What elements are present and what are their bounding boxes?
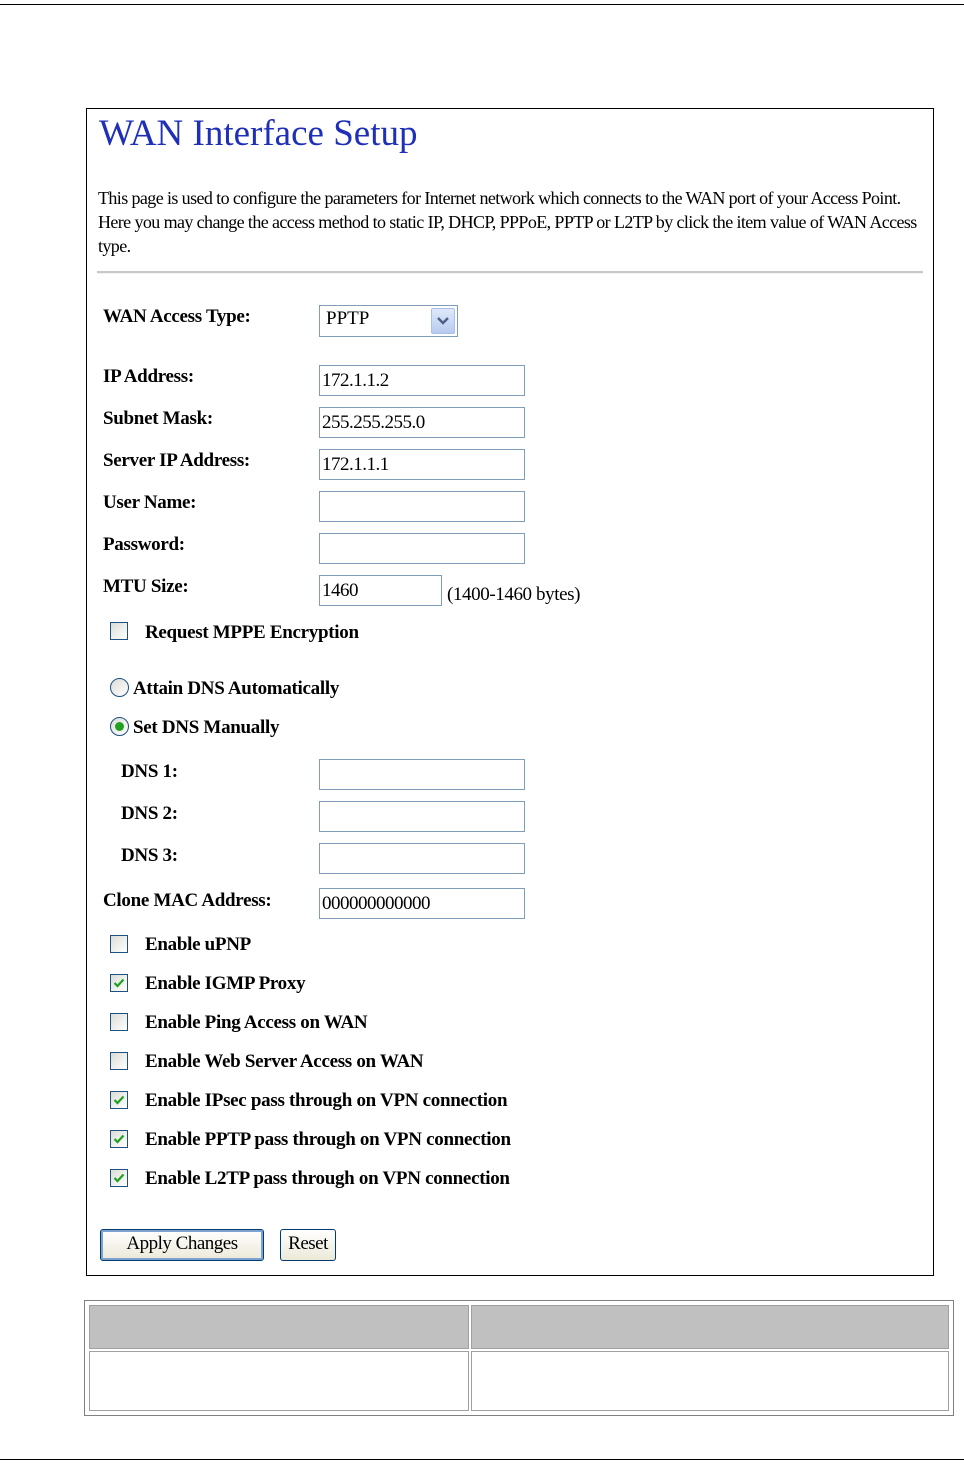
chevron-down-icon[interactable] <box>431 308 455 334</box>
dns-auto-label: Attain DNS Automatically <box>133 678 340 699</box>
check-icon <box>113 1172 125 1184</box>
mppe-checkbox[interactable] <box>110 622 128 640</box>
user-name-input[interactable] <box>319 491 525 522</box>
subnet-mask-label: Subnet Mask: <box>103 408 213 429</box>
wan-access-type-label: WAN Access Type: <box>103 306 251 327</box>
header-rule <box>0 4 964 5</box>
igmp-proxy-label: Enable IGMP Proxy <box>145 973 306 994</box>
table-header-cell <box>89 1305 469 1349</box>
ipsec-passthrough-checkbox[interactable] <box>110 1091 128 1109</box>
reset-button[interactable]: Reset <box>280 1229 336 1261</box>
ip-address-input[interactable]: 172.1.1.2 <box>319 365 525 396</box>
check-icon <box>113 1094 125 1106</box>
l2tp-passthrough-checkbox[interactable] <box>110 1169 128 1187</box>
upnp-checkbox[interactable] <box>110 935 128 953</box>
dns-manual-label: Set DNS Manually <box>133 717 280 738</box>
mtu-size-input[interactable]: 1460 <box>319 575 442 606</box>
page-title: WAN Interface Setup <box>99 113 418 154</box>
user-name-label: User Name: <box>103 492 197 513</box>
check-icon <box>113 1133 125 1145</box>
ping-access-label: Enable Ping Access on WAN <box>145 1012 368 1033</box>
mtu-size-hint: (1400-1460 bytes) <box>447 584 581 605</box>
web-server-access-checkbox[interactable] <box>110 1052 128 1070</box>
dns-auto-radio[interactable] <box>110 678 129 697</box>
server-ip-input[interactable]: 172.1.1.1 <box>319 449 525 480</box>
table-cell <box>471 1351 949 1411</box>
dns-manual-radio[interactable] <box>110 717 129 736</box>
dns3-label: DNS 3: <box>121 845 178 866</box>
pptp-passthrough-checkbox[interactable] <box>110 1130 128 1148</box>
igmp-proxy-checkbox[interactable] <box>110 974 128 992</box>
dns1-label: DNS 1: <box>121 761 178 782</box>
subnet-mask-input[interactable]: 255.255.255.0 <box>319 407 525 438</box>
l2tp-passthrough-label: Enable L2TP pass through on VPN connection <box>145 1168 510 1189</box>
ping-access-checkbox[interactable] <box>110 1013 128 1031</box>
wan-access-type-select[interactable] <box>319 305 458 337</box>
apply-changes-button[interactable]: Apply Changes <box>100 1229 264 1261</box>
table-header-cell <box>471 1305 949 1349</box>
ipsec-passthrough-label: Enable IPsec pass through on VPN connection <box>145 1090 508 1111</box>
dns2-input[interactable] <box>319 801 525 832</box>
table-cell <box>89 1351 469 1411</box>
clone-mac-input[interactable]: 000000000000 <box>319 888 525 919</box>
mtu-size-label: MTU Size: <box>103 576 189 597</box>
dns3-input[interactable] <box>319 843 525 874</box>
wan-access-type-value: PPTP <box>326 308 370 329</box>
ip-address-label: IP Address: <box>103 366 194 387</box>
clone-mac-label: Clone MAC Address: <box>103 890 272 911</box>
radio-selected-dot <box>115 722 124 731</box>
web-server-access-label: Enable Web Server Access on WAN <box>145 1051 424 1072</box>
divider <box>97 271 923 274</box>
server-ip-label: Server IP Address: <box>103 450 250 471</box>
upnp-label: Enable uPNP <box>145 934 251 955</box>
password-input[interactable] <box>319 533 525 564</box>
dns1-input[interactable] <box>319 759 525 790</box>
footer-rule <box>0 1459 964 1460</box>
pptp-passthrough-label: Enable PPTP pass through on VPN connection <box>145 1129 511 1150</box>
mppe-label: Request MPPE Encryption <box>145 622 359 643</box>
check-icon <box>113 977 125 989</box>
page-description: This page is used to configure the parameters for Internet network which connects to the WAN port of your Access Point. Here you may change the access method to static IP, DHCP, PPPoE, PPTP or L2TP by click the item value of WAN Access type. <box>98 188 917 256</box>
description-table <box>84 1300 954 1416</box>
password-label: Password: <box>103 534 185 555</box>
dns2-label: DNS 2: <box>121 803 178 824</box>
